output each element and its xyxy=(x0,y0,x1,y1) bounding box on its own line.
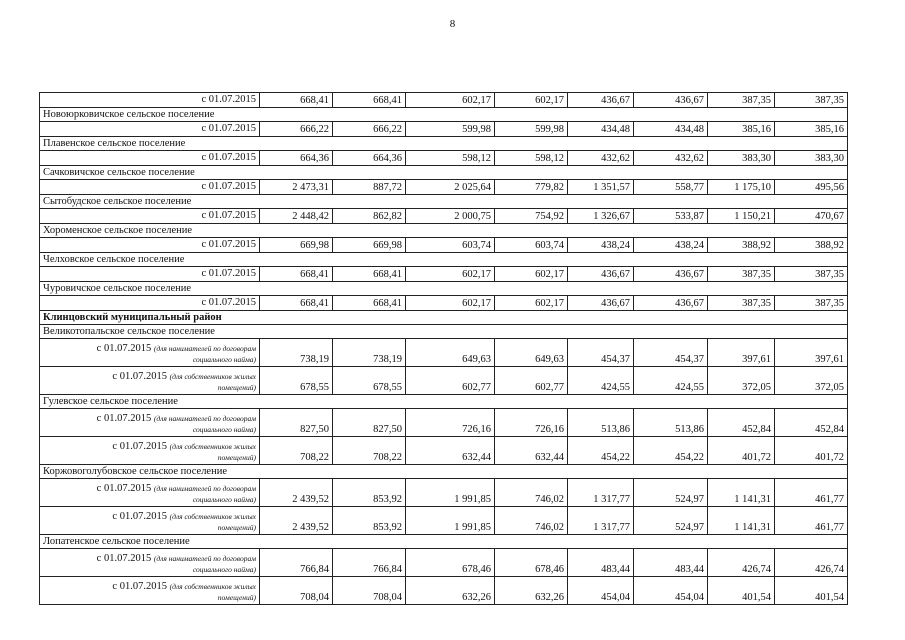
tariff-value-cell: 454,04 xyxy=(568,577,634,605)
period-label xyxy=(40,367,260,395)
tariff-value-cell: 827,50 xyxy=(333,409,406,437)
tariff-data-row xyxy=(40,409,848,437)
period-label: с 01.07.2015 xyxy=(40,238,260,253)
tariff-value-cell: 385,16 xyxy=(708,122,775,137)
tariff-data-row xyxy=(40,339,848,367)
tariff-data-row xyxy=(40,367,848,395)
tariff-value-cell: 426,74 xyxy=(775,549,848,577)
settlement-header-row xyxy=(40,137,848,151)
tariff-value-cell: 424,55 xyxy=(634,367,708,395)
tariff-value-cell: 602,17 xyxy=(495,267,568,282)
tariff-value-cell: 461,77 xyxy=(775,507,848,535)
period-note-cont: социального найма) xyxy=(192,355,256,364)
tariff-value-cell: 632,44 xyxy=(495,437,568,465)
period-label: с 01.07.2015 xyxy=(40,180,260,195)
tariff-data-row xyxy=(40,122,848,137)
tariff-value-cell: 602,17 xyxy=(406,296,495,311)
period-note-cont: помещений) xyxy=(217,453,256,462)
tariff-value-cell: 632,26 xyxy=(495,577,568,605)
tariff-value-cell: 454,22 xyxy=(634,437,708,465)
period-date: с 01.07.2015 xyxy=(96,553,152,564)
settlement-header-row xyxy=(40,282,848,296)
period-note: (для собственников жилых xyxy=(169,442,256,451)
tariff-value-cell: 1 175,10 xyxy=(708,180,775,195)
tariff-value-cell: 668,41 xyxy=(260,296,333,311)
tariff-value-cell: 602,77 xyxy=(495,367,568,395)
tariff-value-cell: 432,62 xyxy=(634,151,708,166)
tariff-value-cell: 668,41 xyxy=(260,93,333,108)
tariff-value-cell: 438,24 xyxy=(634,238,708,253)
settlement-header-row xyxy=(40,535,848,549)
tariff-data-row xyxy=(40,296,848,311)
tariff-value-cell: 385,16 xyxy=(775,122,848,137)
tariff-data-row xyxy=(40,151,848,166)
tariff-value-cell: 668,41 xyxy=(260,267,333,282)
tariff-value-cell: 436,67 xyxy=(568,267,634,282)
tariff-value-cell: 483,44 xyxy=(568,549,634,577)
tariff-value-cell: 483,44 xyxy=(634,549,708,577)
tariff-value-cell: 387,35 xyxy=(775,93,848,108)
tariff-value-cell: 436,67 xyxy=(568,296,634,311)
period-note: (для нанимателей по договорам xyxy=(153,554,256,563)
tariff-value-cell: 602,17 xyxy=(406,93,495,108)
tariff-value-cell: 372,05 xyxy=(708,367,775,395)
tariff-value-cell: 452,84 xyxy=(775,409,848,437)
tariff-value-cell: 1 991,85 xyxy=(406,479,495,507)
tariff-value-cell: 862,82 xyxy=(333,209,406,224)
tariff-data-row xyxy=(40,267,848,282)
period-note: (для собственников жилых xyxy=(169,582,256,591)
period-note: (для нанимателей по договорам xyxy=(153,414,256,423)
tariff-value-cell: 2 025,64 xyxy=(406,180,495,195)
settlement-name: Хороменское сельское поселение xyxy=(40,224,848,238)
tariff-value-cell: 1 317,77 xyxy=(568,479,634,507)
tariff-data-row xyxy=(40,549,848,577)
tariff-value-cell: 1 351,57 xyxy=(568,180,634,195)
period-note-cont: социального найма) xyxy=(192,565,256,574)
tariff-value-cell: 726,16 xyxy=(406,409,495,437)
tariff-value-cell: 678,46 xyxy=(406,549,495,577)
tariff-value-cell: 524,97 xyxy=(634,479,708,507)
settlement-name: Плавенское сельское поселение xyxy=(40,137,848,151)
tariff-value-cell: 726,16 xyxy=(495,409,568,437)
tariff-value-cell: 2 473,31 xyxy=(260,180,333,195)
settlement-name: Сытобудское сельское поселение xyxy=(40,195,848,209)
tariff-value-cell: 602,17 xyxy=(495,296,568,311)
tariff-value-cell: 454,37 xyxy=(634,339,708,367)
tariff-data-row xyxy=(40,93,848,108)
tariff-value-cell: 524,97 xyxy=(634,507,708,535)
tariff-value-cell: 436,67 xyxy=(634,93,708,108)
tariff-value-cell: 436,67 xyxy=(568,93,634,108)
tariff-value-cell: 708,04 xyxy=(260,577,333,605)
period-label xyxy=(40,507,260,535)
period-label xyxy=(40,577,260,605)
tariff-value-cell: 766,84 xyxy=(260,549,333,577)
period-note: (для нанимателей по договорам xyxy=(153,344,256,353)
tariff-value-cell: 397,61 xyxy=(775,339,848,367)
settlement-name: Новоюрковичское сельское поселение xyxy=(40,108,848,122)
tariff-value-cell: 513,86 xyxy=(568,409,634,437)
settlement-name: Лопатенское сельское поселение xyxy=(40,535,848,549)
tariff-value-cell: 746,02 xyxy=(495,479,568,507)
period-label: с 01.07.2015 xyxy=(40,122,260,137)
settlement-name: Чуровичское сельское поселение xyxy=(40,282,848,296)
settlement-name: Сачковичское сельское поселение xyxy=(40,166,848,180)
tariff-value-cell: 603,74 xyxy=(406,238,495,253)
tariff-value-cell: 779,82 xyxy=(495,180,568,195)
tariff-value-cell: 432,62 xyxy=(568,151,634,166)
settlement-header-row xyxy=(40,108,848,122)
tariff-value-cell: 383,30 xyxy=(775,151,848,166)
tariff-value-cell: 827,50 xyxy=(260,409,333,437)
tariff-value-cell: 664,36 xyxy=(333,151,406,166)
tariff-value-cell: 669,98 xyxy=(260,238,333,253)
tariff-value-cell: 2 000,75 xyxy=(406,209,495,224)
tariff-value-cell: 708,22 xyxy=(333,437,406,465)
period-note-cont: социального найма) xyxy=(192,425,256,434)
tariff-value-cell: 766,84 xyxy=(333,549,406,577)
tariff-value-cell: 738,19 xyxy=(260,339,333,367)
tariff-value-cell: 436,67 xyxy=(634,296,708,311)
period-note-cont: помещений) xyxy=(217,593,256,602)
tariff-value-cell: 387,35 xyxy=(775,267,848,282)
period-label xyxy=(40,339,260,367)
tariff-value-cell: 708,04 xyxy=(333,577,406,605)
tariff-value-cell: 853,92 xyxy=(333,507,406,535)
period-label xyxy=(40,409,260,437)
tariff-value-cell: 678,55 xyxy=(333,367,406,395)
tariff-value-cell: 388,92 xyxy=(708,238,775,253)
settlement-name: Гулевское сельское поселение xyxy=(40,395,848,409)
tariff-value-cell: 397,61 xyxy=(708,339,775,367)
tariff-value-cell: 1 326,67 xyxy=(568,209,634,224)
tariff-value-cell: 513,86 xyxy=(634,409,708,437)
period-label xyxy=(40,479,260,507)
tariff-value-cell: 666,22 xyxy=(260,122,333,137)
settlement-name: Великотопальское сельское поселение xyxy=(40,325,848,339)
period-date: с 01.07.2015 xyxy=(112,511,167,522)
tariff-value-cell: 632,44 xyxy=(406,437,495,465)
tariff-data-row xyxy=(40,479,848,507)
tariff-table-body xyxy=(40,93,848,605)
tariff-value-cell: 454,37 xyxy=(568,339,634,367)
tariff-value-cell: 2 439,52 xyxy=(260,507,333,535)
tariff-value-cell: 461,77 xyxy=(775,479,848,507)
tariff-value-cell: 668,41 xyxy=(333,93,406,108)
tariff-value-cell: 401,72 xyxy=(708,437,775,465)
tariff-value-cell: 754,92 xyxy=(495,209,568,224)
tariff-value-cell: 1 141,31 xyxy=(708,507,775,535)
tariff-value-cell: 387,35 xyxy=(708,267,775,282)
tariff-value-cell: 372,05 xyxy=(775,367,848,395)
tariff-data-row xyxy=(40,507,848,535)
tariff-value-cell: 738,19 xyxy=(333,339,406,367)
period-note-cont: социального найма) xyxy=(192,495,256,504)
period-note-cont: помещений) xyxy=(217,383,256,392)
tariff-value-cell: 669,98 xyxy=(333,238,406,253)
tariff-value-cell: 664,36 xyxy=(260,151,333,166)
tariff-value-cell: 401,54 xyxy=(775,577,848,605)
period-label: с 01.07.2015 xyxy=(40,267,260,282)
tariff-value-cell: 1 991,85 xyxy=(406,507,495,535)
period-label: с 01.07.2015 xyxy=(40,209,260,224)
period-note: (для нанимателей по договорам xyxy=(153,484,256,493)
settlement-header-row xyxy=(40,395,848,409)
tariff-value-cell: 598,12 xyxy=(406,151,495,166)
period-label: с 01.07.2015 xyxy=(40,151,260,166)
tariff-value-cell: 678,46 xyxy=(495,549,568,577)
tariff-data-row xyxy=(40,209,848,224)
period-note-cont: помещений) xyxy=(217,523,256,532)
period-label: с 01.07.2015 xyxy=(40,93,260,108)
period-date: с 01.07.2015 xyxy=(96,343,152,354)
tariff-value-cell: 434,48 xyxy=(634,122,708,137)
tariff-value-cell: 388,92 xyxy=(775,238,848,253)
tariff-value-cell: 649,63 xyxy=(406,339,495,367)
tariff-data-row xyxy=(40,180,848,195)
tariff-value-cell: 495,56 xyxy=(775,180,848,195)
tariff-value-cell: 603,74 xyxy=(495,238,568,253)
period-date: с 01.07.2015 xyxy=(96,483,152,494)
tariff-value-cell: 401,54 xyxy=(708,577,775,605)
tariff-value-cell: 436,67 xyxy=(634,267,708,282)
tariff-value-cell: 470,67 xyxy=(775,209,848,224)
tariff-value-cell: 2 439,52 xyxy=(260,479,333,507)
settlement-name: Коржовоголубовское сельское поселение xyxy=(40,465,848,479)
tariff-data-row xyxy=(40,437,848,465)
period-date: с 01.07.2015 xyxy=(112,441,167,452)
tariff-value-cell: 666,22 xyxy=(333,122,406,137)
tariff-value-cell: 383,30 xyxy=(708,151,775,166)
period-date: с 01.07.2015 xyxy=(112,581,167,592)
tariff-data-row xyxy=(40,577,848,605)
tariff-value-cell: 533,87 xyxy=(634,209,708,224)
tariff-value-cell: 1 150,21 xyxy=(708,209,775,224)
tariff-value-cell: 678,55 xyxy=(260,367,333,395)
tariff-table xyxy=(39,92,848,605)
tariff-value-cell: 668,41 xyxy=(333,267,406,282)
tariff-value-cell: 746,02 xyxy=(495,507,568,535)
tariff-value-cell: 599,98 xyxy=(406,122,495,137)
tariff-value-cell: 438,24 xyxy=(568,238,634,253)
tariff-data-row xyxy=(40,238,848,253)
tariff-value-cell: 853,92 xyxy=(333,479,406,507)
tariff-value-cell: 887,72 xyxy=(333,180,406,195)
settlement-header-row xyxy=(40,195,848,209)
tariff-value-cell: 602,77 xyxy=(406,367,495,395)
tariff-value-cell: 387,35 xyxy=(775,296,848,311)
period-label xyxy=(40,549,260,577)
tariff-value-cell: 434,48 xyxy=(568,122,634,137)
settlement-header-row xyxy=(40,224,848,238)
tariff-value-cell: 454,04 xyxy=(634,577,708,605)
settlement-header-row xyxy=(40,166,848,180)
period-date: с 01.07.2015 xyxy=(112,371,167,382)
page-number: 8 xyxy=(449,18,456,30)
settlement-header-row xyxy=(40,465,848,479)
tariff-value-cell: 387,35 xyxy=(708,296,775,311)
settlement-name: Челховское сельское поселение xyxy=(40,253,848,267)
period-label xyxy=(40,437,260,465)
tariff-value-cell: 2 448,42 xyxy=(260,209,333,224)
tariff-value-cell: 558,77 xyxy=(634,180,708,195)
period-note: (для собственников жилых xyxy=(169,372,256,381)
tariff-value-cell: 387,35 xyxy=(708,93,775,108)
tariff-value-cell: 454,22 xyxy=(568,437,634,465)
tariff-value-cell: 599,98 xyxy=(495,122,568,137)
tariff-value-cell: 649,63 xyxy=(495,339,568,367)
district-header-row xyxy=(40,311,848,325)
tariff-value-cell: 424,55 xyxy=(568,367,634,395)
period-date: с 01.07.2015 xyxy=(96,413,152,424)
district-name: Клинцовский муниципальный район xyxy=(40,311,848,325)
tariff-value-cell: 602,17 xyxy=(495,93,568,108)
period-label: с 01.07.2015 xyxy=(40,296,260,311)
tariff-value-cell: 1 317,77 xyxy=(568,507,634,535)
tariff-value-cell: 452,84 xyxy=(708,409,775,437)
tariff-value-cell: 1 141,31 xyxy=(708,479,775,507)
settlement-header-row xyxy=(40,253,848,267)
tariff-value-cell: 632,26 xyxy=(406,577,495,605)
tariff-value-cell: 598,12 xyxy=(495,151,568,166)
tariff-value-cell: 668,41 xyxy=(333,296,406,311)
settlement-header-row xyxy=(40,325,848,339)
tariff-value-cell: 401,72 xyxy=(775,437,848,465)
tariff-value-cell: 426,74 xyxy=(708,549,775,577)
tariff-value-cell: 708,22 xyxy=(260,437,333,465)
period-note: (для собственников жилых xyxy=(169,512,256,521)
tariff-value-cell: 602,17 xyxy=(406,267,495,282)
